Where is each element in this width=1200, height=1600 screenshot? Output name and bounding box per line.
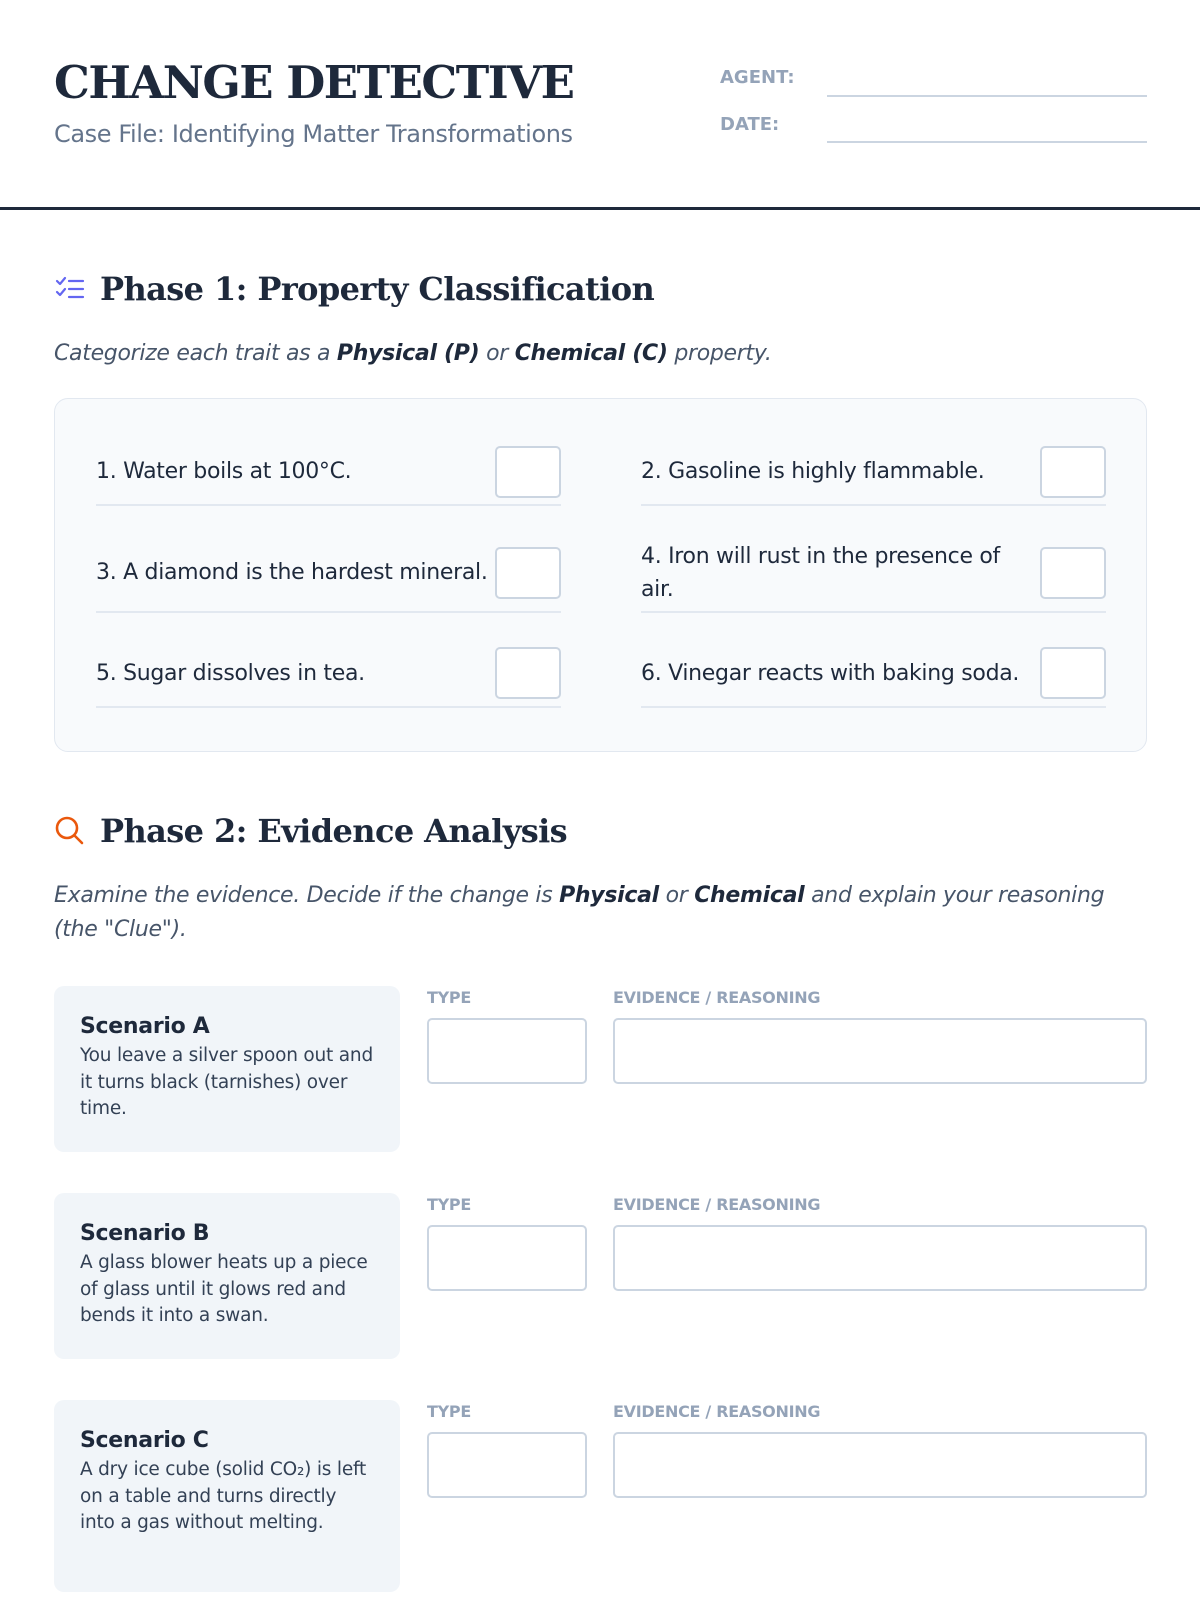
instr-text: Examine the evidence. Decide if the change is [54, 883, 560, 908]
phase2-heading [54, 812, 567, 850]
property-answer-box[interactable] [495, 647, 561, 699]
instr-text: property. [667, 341, 772, 366]
instr-text: or [658, 883, 695, 908]
scenario-card [54, 1400, 400, 1592]
property-item [641, 640, 1106, 708]
property-item [641, 534, 1106, 613]
instr-text: and explain your reasoning (the "Clue"). [54, 883, 1105, 942]
type-answer-box[interactable] [427, 1018, 587, 1084]
property-text: 2. Gasoline is highly flammable. [641, 459, 985, 484]
scenario-title: Scenario B [80, 1221, 210, 1246]
scenario-text: A dry ice cube (solid CO₂) is left on a table and turns directly into a gas without melting. [80, 1459, 367, 1533]
scenario-title: Scenario A [80, 1014, 210, 1039]
scenario-title: Scenario C [80, 1428, 209, 1453]
property-item [96, 534, 561, 613]
date-label: DATE: [720, 114, 780, 135]
worksheet-subtitle: Case File: Identifying Matter Transformations [54, 120, 573, 148]
instr-physical: Physical [559, 883, 659, 908]
property-text: 4. Iron will rust in the presence of air. [641, 543, 1001, 602]
property-item [96, 640, 561, 708]
phase1-instructions [54, 337, 1154, 371]
phase2-instructions [54, 879, 1154, 947]
agent-field[interactable] [827, 95, 1147, 97]
scenario-card [54, 986, 400, 1152]
phase1-heading [54, 270, 654, 308]
type-label: TYPE [427, 1402, 471, 1421]
date-field[interactable] [827, 141, 1147, 143]
property-grid [54, 398, 1147, 752]
property-answer-box[interactable] [1040, 647, 1106, 699]
type-answer-box[interactable] [427, 1432, 587, 1498]
evidence-answer-box[interactable] [613, 1432, 1147, 1498]
instr-text: Categorize each trait as a [54, 341, 337, 366]
property-answer-box[interactable] [495, 446, 561, 498]
magnifier-icon [54, 815, 86, 847]
checklist-icon [54, 273, 86, 305]
property-text: 5. Sugar dissolves in tea. [96, 660, 365, 686]
evidence-label: EVIDENCE / REASONING [613, 988, 821, 1007]
property-text: 1. Water boils at 100°C. [96, 459, 352, 484]
scenario-card [54, 1193, 400, 1359]
instr-chemical: Chemical [694, 883, 805, 908]
property-answer-box[interactable] [495, 547, 561, 599]
property-item [96, 439, 561, 506]
property-item [641, 439, 1106, 506]
worksheet-title: CHANGE DETECTIVE [54, 56, 574, 109]
evidence-answer-box[interactable] [613, 1018, 1147, 1084]
evidence-label: EVIDENCE / REASONING [613, 1402, 821, 1421]
instr-chemical: Chemical (C) [514, 341, 668, 366]
agent-label: AGENT: [720, 67, 795, 88]
instr-physical: Physical (P) [336, 341, 480, 366]
phase2-title: Phase 2: Evidence Analysis [100, 812, 568, 850]
phase1-title: Phase 1: Property Classification [100, 270, 655, 308]
property-text: 3. A diamond is the hardest mineral. [96, 560, 488, 585]
type-label: TYPE [427, 988, 471, 1007]
property-answer-box[interactable] [1040, 547, 1106, 599]
property-text: 6. Vinegar reacts with baking soda. [641, 660, 1020, 686]
evidence-answer-box[interactable] [613, 1225, 1147, 1291]
worksheet-header [0, 0, 1200, 210]
property-answer-box[interactable] [1040, 446, 1106, 498]
scenario-text: You leave a silver spoon out and it turns black (tarnishes) over time. [80, 1045, 373, 1119]
type-answer-box[interactable] [427, 1225, 587, 1291]
instr-text: or [479, 341, 515, 366]
scenario-text: A glass blower heats up a piece of glass until it glows red and bends it into a swan. [80, 1252, 368, 1326]
evidence-label: EVIDENCE / REASONING [613, 1195, 821, 1214]
type-label: TYPE [427, 1195, 471, 1214]
